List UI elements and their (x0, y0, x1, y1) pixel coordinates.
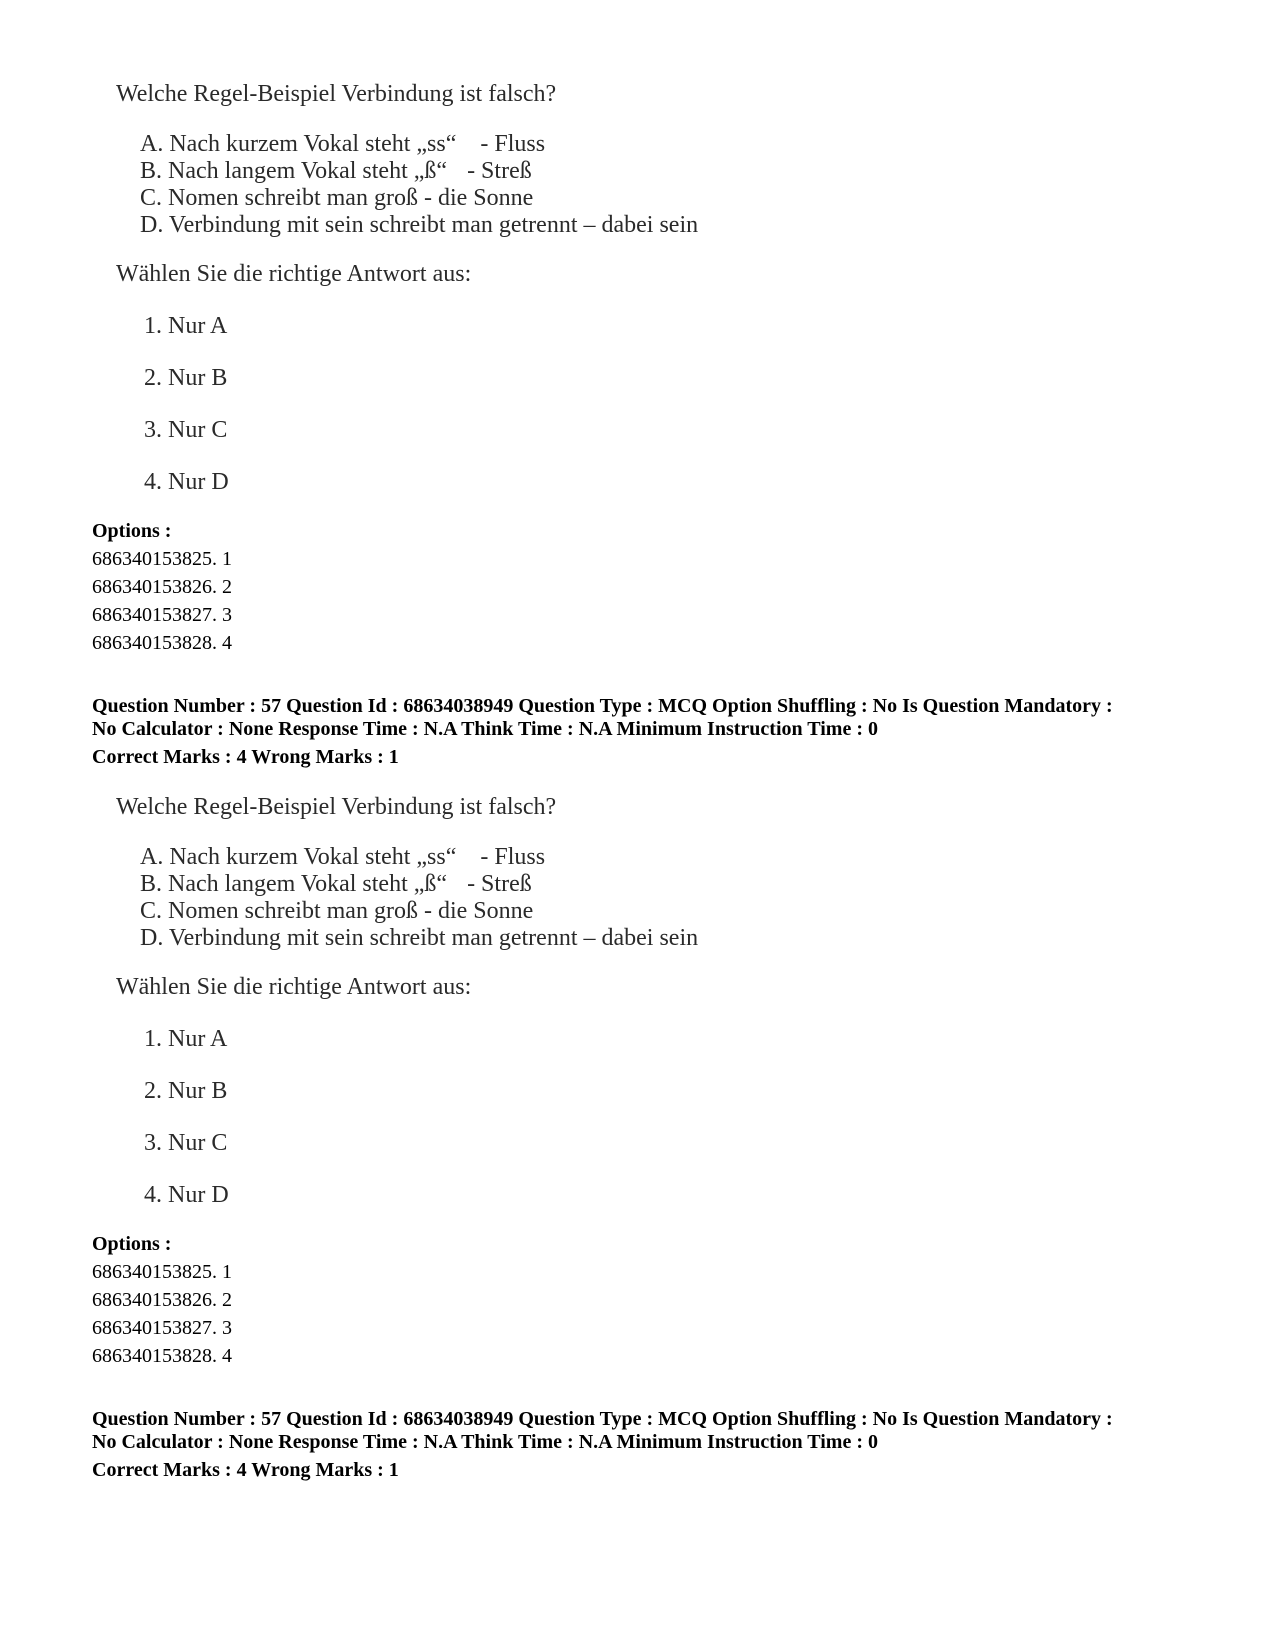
question-text: Welche Regel-Beispiel Verbindung ist falsch? (116, 81, 557, 107)
statement-label: C. (140, 898, 163, 924)
statement-d (140, 924, 698, 952)
choice-item: 3. Nur C (144, 1130, 228, 1156)
statement-text: Nach kurzem Vokal steht „ss“ (169, 131, 457, 157)
choice-item: 1. Nur A (144, 313, 228, 339)
statement-label: A. (140, 131, 164, 157)
statement-c (140, 897, 533, 925)
statement-text: Verbindung mit sein schreibt man getrennt – dabei sein (168, 925, 699, 951)
statement-text: Nomen schreibt man groß - die Sonne (168, 898, 534, 924)
statement-text: Nach kurzem Vokal steht „ss“ (169, 844, 457, 870)
statement-text: Nomen schreibt man groß - die Sonne (168, 185, 534, 211)
statement-label: A. (140, 844, 164, 870)
statement-example: - Fluss (480, 844, 546, 870)
statement-label: D. (140, 212, 164, 238)
marks-line: Correct Marks : 4 Wrong Marks : 1 (92, 746, 399, 768)
statement-label: B. (140, 871, 163, 897)
option-id: 686340153825. 1 (92, 548, 232, 570)
statement-b (140, 157, 532, 185)
answer-prompt: Wählen Sie die richtige Antwort aus: (116, 261, 472, 287)
question-text: Welche Regel-Beispiel Verbindung ist falsch? (116, 794, 557, 820)
statement-c (140, 184, 533, 212)
meta-line: Question Number : 57 Question Id : 68634038949 Question Type : MCQ Option Shuffling : No Is Question Mandatory : (92, 695, 1113, 717)
statement-label: C. (140, 185, 163, 211)
statement-example: - Fluss (480, 131, 546, 157)
options-label: Options : (92, 520, 172, 542)
meta-line: No Calculator : None Response Time : N.A Think Time : N.A Minimum Instruction Time : 0 (92, 1431, 878, 1453)
option-id: 686340153827. 3 (92, 1317, 232, 1339)
statement-example: - Streß (467, 158, 532, 184)
option-id: 686340153826. 2 (92, 1289, 232, 1311)
statement-example: - Streß (467, 871, 532, 897)
statement-a (140, 130, 545, 158)
statement-a (140, 843, 545, 871)
option-id: 686340153825. 1 (92, 1261, 232, 1283)
choice-item: 1. Nur A (144, 1026, 228, 1052)
statement-text: Nach langem Vokal steht „ß“ (168, 871, 448, 897)
statement-label: B. (140, 158, 163, 184)
statement-text: Verbindung mit sein schreibt man getrennt – dabei sein (168, 212, 699, 238)
option-id: 686340153827. 3 (92, 604, 232, 626)
choice-item: 4. Nur D (144, 469, 229, 495)
answer-prompt: Wählen Sie die richtige Antwort aus: (116, 974, 472, 1000)
choice-item: 4. Nur D (144, 1182, 229, 1208)
meta-line: Question Number : 57 Question Id : 68634038949 Question Type : MCQ Option Shuffling : No Is Question Mandatory : (92, 1408, 1113, 1430)
option-id: 686340153828. 4 (92, 632, 232, 654)
statement-d (140, 211, 698, 239)
choice-item: 2. Nur B (144, 365, 228, 391)
statement-b (140, 870, 532, 898)
choice-item: 3. Nur C (144, 417, 228, 443)
option-id: 686340153828. 4 (92, 1345, 232, 1367)
statement-text: Nach langem Vokal steht „ß“ (168, 158, 448, 184)
statement-label: D. (140, 925, 164, 951)
choice-item: 2. Nur B (144, 1078, 228, 1104)
marks-line: Correct Marks : 4 Wrong Marks : 1 (92, 1459, 399, 1481)
option-id: 686340153826. 2 (92, 576, 232, 598)
options-label: Options : (92, 1233, 172, 1255)
meta-line: No Calculator : None Response Time : N.A Think Time : N.A Minimum Instruction Time : 0 (92, 718, 878, 740)
